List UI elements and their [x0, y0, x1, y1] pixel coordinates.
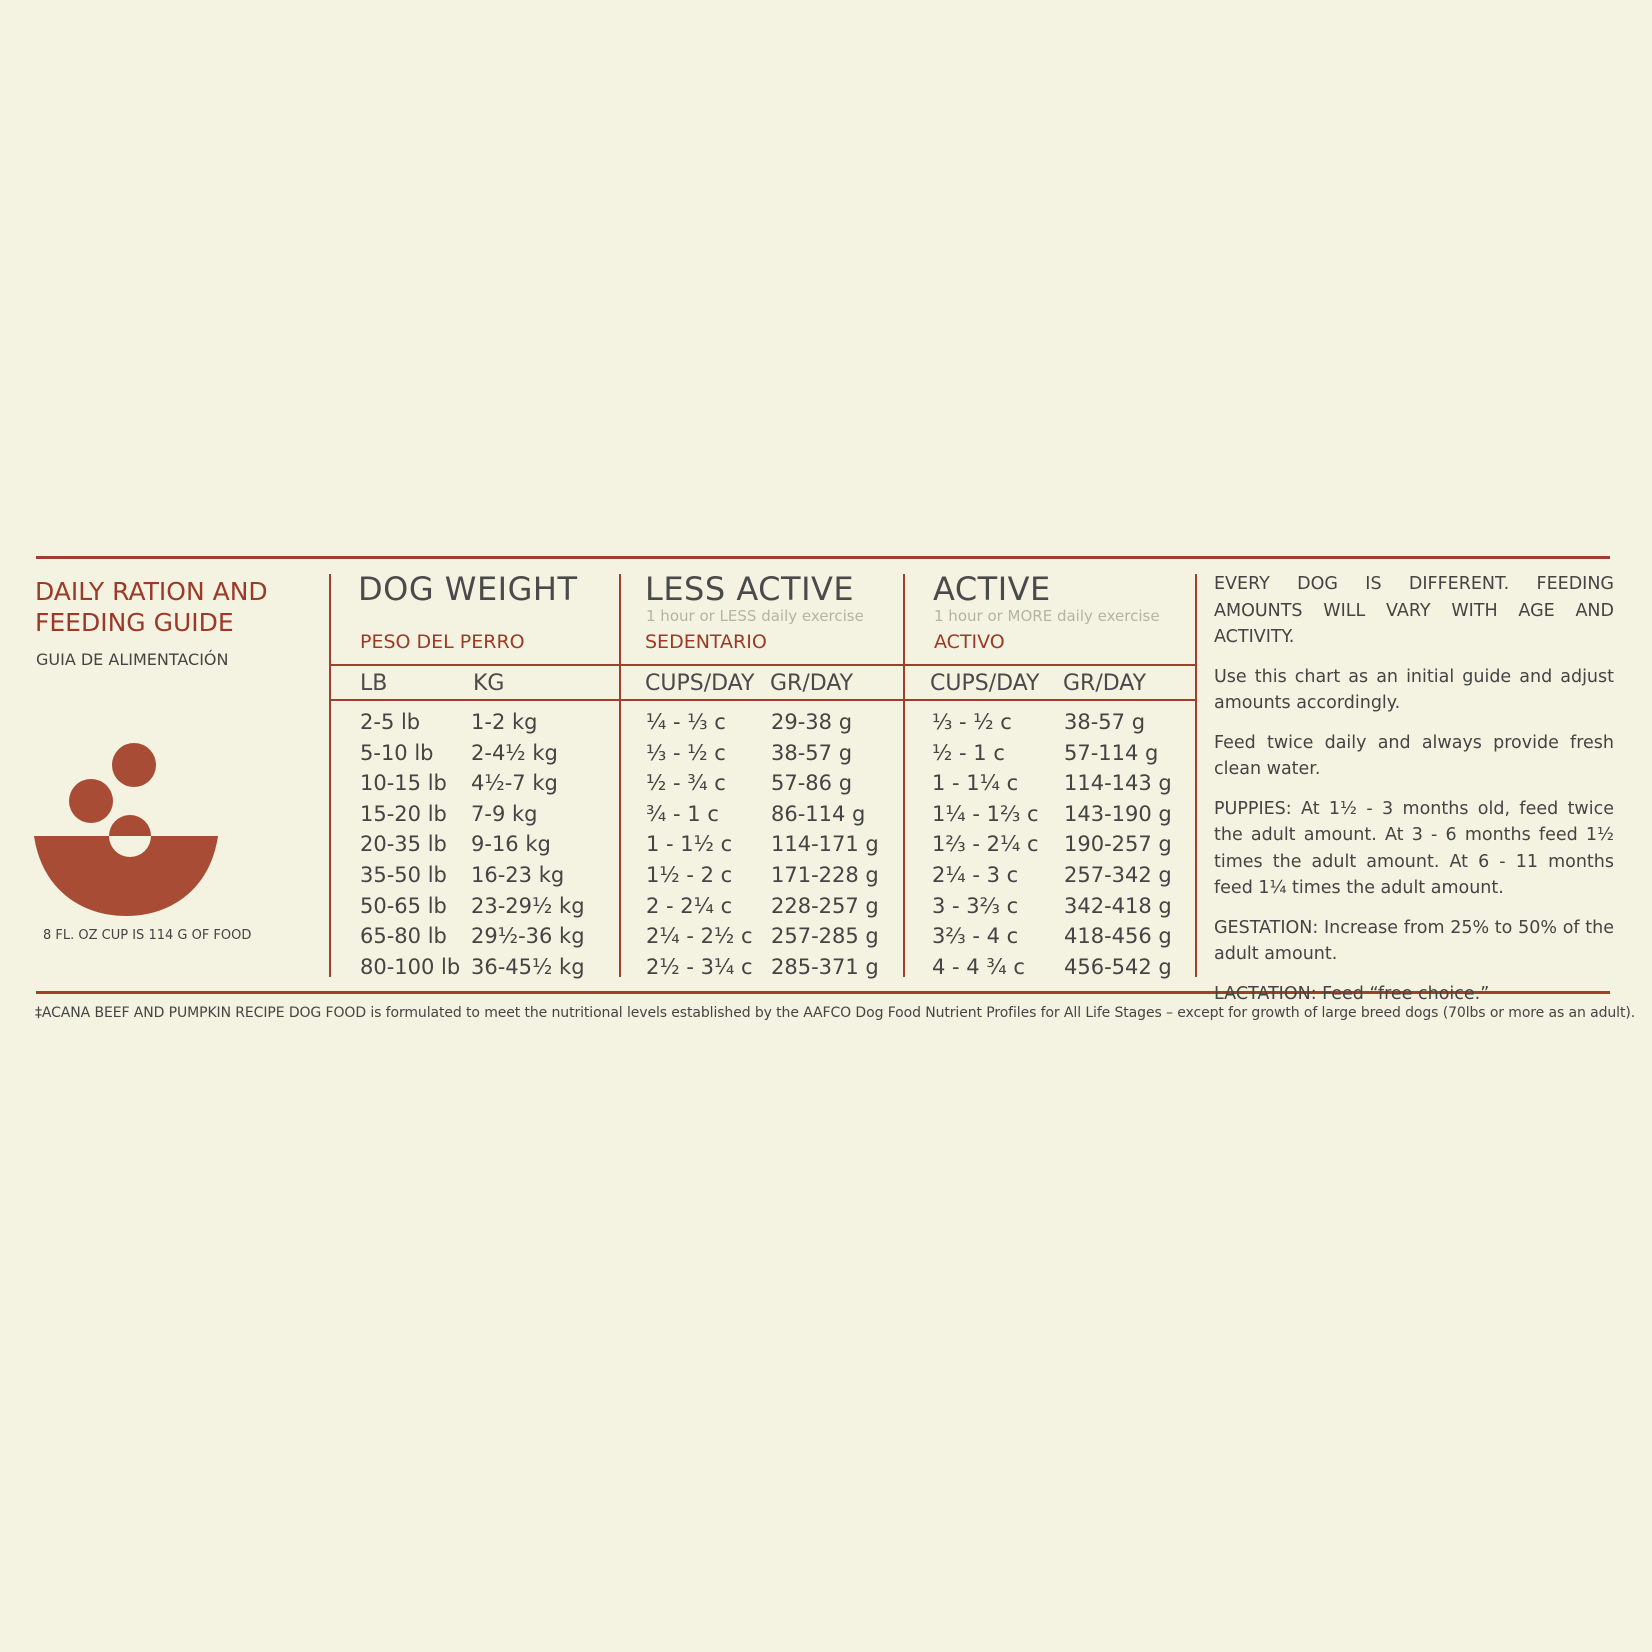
table-cell: 114-143 g: [1064, 771, 1172, 796]
table-cell: ⅓ - ½ c: [932, 710, 1012, 734]
table-cell: 257-342 g: [1064, 862, 1172, 887]
table-cell: 1 - 1¼ c: [932, 771, 1019, 796]
table-cell: 23-29½ kg: [471, 893, 585, 918]
divider-2: [619, 574, 621, 977]
table-cell: 5-10 lb: [360, 740, 434, 765]
table-cell: 143-190 g: [1064, 801, 1172, 826]
note-paragraph: LACTATION: Feed “free choice.”: [1214, 983, 1490, 1004]
table-cell: 342-418 g: [1064, 893, 1172, 918]
top-rule: [36, 556, 1610, 559]
active-title: ACTIVE: [933, 570, 1051, 608]
table-cell: 2¼ - 3 c: [932, 862, 1019, 887]
table-cell: 285-371 g: [771, 954, 879, 979]
column-less-cups: [646, 707, 753, 982]
table-cell: 16-23 kg: [471, 862, 565, 887]
sub-head-less-cups: CUPS/DAY: [645, 671, 755, 696]
active-spanish: ACTIVO: [934, 631, 1005, 653]
table-cell: ½ - ¾ c: [646, 771, 726, 796]
note-paragraph: EVERY DOG IS DIFFERENT. FEEDING AMOUNTS WILL VARY WITH AGE AND ACTIVITY.: [1214, 574, 1614, 647]
column-lb: [360, 707, 460, 982]
note-paragraph: GESTATION: Increase from 25% to 50% of the adult amount.: [1214, 917, 1614, 964]
table-cell: 1 - 1½ c: [646, 832, 733, 857]
divider-3: [903, 574, 905, 977]
table-cell: 7-9 kg: [471, 801, 538, 826]
column-less-gr: [771, 707, 879, 982]
table-cell: 257-285 g: [771, 924, 879, 949]
subheader-top-line: [330, 664, 1196, 666]
less-active-note: 1 hour or LESS daily exercise: [646, 607, 864, 625]
table-cell: 15-20 lb: [360, 801, 447, 826]
table-cell: 456-542 g: [1064, 954, 1172, 979]
subheader-bottom-line: [330, 699, 1196, 701]
column-active-gr: [1064, 707, 1172, 982]
table-cell: 190-257 g: [1064, 832, 1172, 857]
dog-weight-spanish: PESO DEL PERRO: [360, 631, 525, 653]
table-cell: 2-4½ kg: [471, 740, 558, 765]
dog-weight-title: DOG WEIGHT: [358, 570, 578, 608]
divider-4: [1195, 574, 1197, 977]
table-cell: 4 - 4 ¾ c: [932, 954, 1025, 979]
less-active-spanish: SEDENTARIO: [645, 631, 767, 653]
sub-head-active-cups: CUPS/DAY: [930, 671, 1040, 696]
table-cell: 2 - 2¼ c: [646, 893, 733, 918]
table-cell: 114-171 g: [771, 832, 879, 857]
guide-subtitle: GUIA DE ALIMENTACIÓN: [36, 650, 229, 669]
sub-head-active-gr: GR/DAY: [1063, 671, 1147, 696]
table-cell: ⅓ - ½ c: [646, 740, 726, 765]
table-cell: 4½-7 kg: [471, 771, 558, 796]
note-paragraph: Use this chart as an initial guide and adjust amounts accordingly.: [1214, 666, 1614, 713]
table-cell: 50-65 lb: [360, 893, 447, 918]
table-cell: 2-5 lb: [360, 710, 421, 734]
table-cell: 20-35 lb: [360, 832, 447, 857]
table-cell: 10-15 lb: [360, 771, 447, 796]
table-cell: 1⅔ - 2¼ c: [932, 832, 1039, 857]
sub-head-kg: KG: [473, 671, 505, 696]
table-cell: 1-2 kg: [471, 710, 538, 734]
sub-head-lb: LB: [360, 671, 388, 696]
sub-head-less-gr: GR/DAY: [770, 671, 854, 696]
feeding-notes: [1214, 571, 1614, 1020]
table-cell: 38-57 g: [1064, 710, 1146, 734]
table-cell: ¼ - ⅓ c: [646, 710, 726, 734]
table-cell: 2¼ - 2½ c: [646, 924, 753, 949]
cup-note: 8 FL. OZ CUP IS 114 G OF FOOD: [43, 928, 252, 943]
table-cell: 29½-36 kg: [471, 924, 585, 949]
table-cell: 3⅔ - 4 c: [932, 924, 1019, 949]
table-cell: 171-228 g: [771, 862, 879, 887]
guide-title: DAILY RATION AND FEEDING GUIDE: [35, 577, 268, 637]
table-cell: 2½ - 3¼ c: [646, 954, 753, 979]
table-cell: 57-114 g: [1064, 740, 1159, 765]
table-cell: ½ - 1 c: [932, 740, 1005, 765]
table-cell: ¾ - 1 c: [646, 801, 719, 826]
note-paragraph: PUPPIES: At 1½ - 3 months old, feed twice the adult amount. At 3 - 6 months feed 1½ times the adult amount. At 6 - 11 months feed 1¼ times the adult amount.: [1214, 798, 1614, 898]
footnote: ‡ACANA BEEF AND PUMPKIN RECIPE DOG FOOD is formulated to meet the nutritional levels established by the AAFCO Dog Food Nutrient Profiles for All Life Stages – except for growth of large breed dogs (70lbs or more as an adult).: [35, 1005, 1636, 1021]
table-cell: 1½ - 2 c: [646, 862, 733, 887]
column-kg: [471, 707, 585, 982]
food-bowl-icon: [30, 740, 222, 920]
column-active-cups: [932, 707, 1039, 982]
table-cell: 38-57 g: [771, 740, 853, 765]
table-cell: 35-50 lb: [360, 862, 447, 887]
table-cell: 3 - 3⅔ c: [932, 893, 1019, 918]
table-cell: 57-86 g: [771, 771, 853, 796]
less-active-title: LESS ACTIVE: [645, 570, 855, 608]
table-cell: 80-100 lb: [360, 954, 461, 979]
table-cell: 1¼ - 1⅔ c: [932, 801, 1039, 826]
active-note: 1 hour or MORE daily exercise: [934, 607, 1160, 625]
note-paragraph: Feed twice daily and always provide fresh clean water.: [1214, 732, 1614, 779]
table-cell: 418-456 g: [1064, 924, 1172, 949]
table-cell: 86-114 g: [771, 801, 866, 826]
table-cell: 228-257 g: [771, 893, 879, 918]
table-cell: 65-80 lb: [360, 924, 447, 949]
divider-1: [329, 574, 331, 977]
table-cell: 36-45½ kg: [471, 954, 585, 979]
table-cell: 29-38 g: [771, 710, 853, 734]
table-cell: 9-16 kg: [471, 832, 551, 857]
